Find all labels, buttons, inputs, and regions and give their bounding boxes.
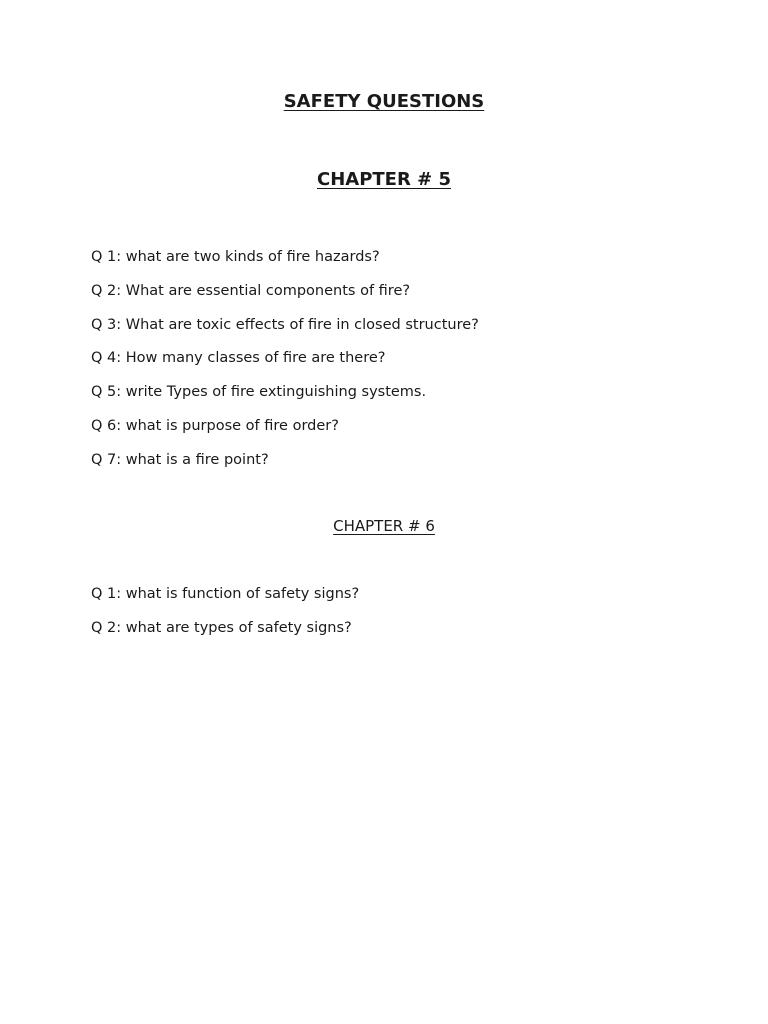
chapter-5-question-list: [91, 247, 479, 484]
question-item: Q 4: How many classes of fire are there?: [91, 350, 386, 367]
chapter-6-question-list: [91, 584, 359, 652]
question-item: Q 2: what are types of safety signs?: [91, 619, 352, 636]
chapter-6-heading: CHAPTER # 6: [333, 517, 435, 535]
question-item: Q 1: what is function of safety signs?: [91, 586, 360, 602]
question-item: Q 1: what are two kinds of fire hazards?: [91, 249, 380, 265]
chapter-5-heading: CHAPTER # 5: [317, 169, 451, 190]
question-item: Q 6: what is purpose of fire order?: [91, 417, 339, 434]
question-item: Q 3: What are toxic effects of fire in closed structure?: [91, 316, 479, 333]
question-item: Q 2: What are essential components of fire?: [91, 282, 411, 299]
question-item: Q 7: what is a fire point?: [91, 451, 269, 468]
question-item: Q 5: write Types of fire extinguishing systems.: [91, 384, 427, 401]
document-title: SAFETY QUESTIONS: [283, 91, 485, 112]
